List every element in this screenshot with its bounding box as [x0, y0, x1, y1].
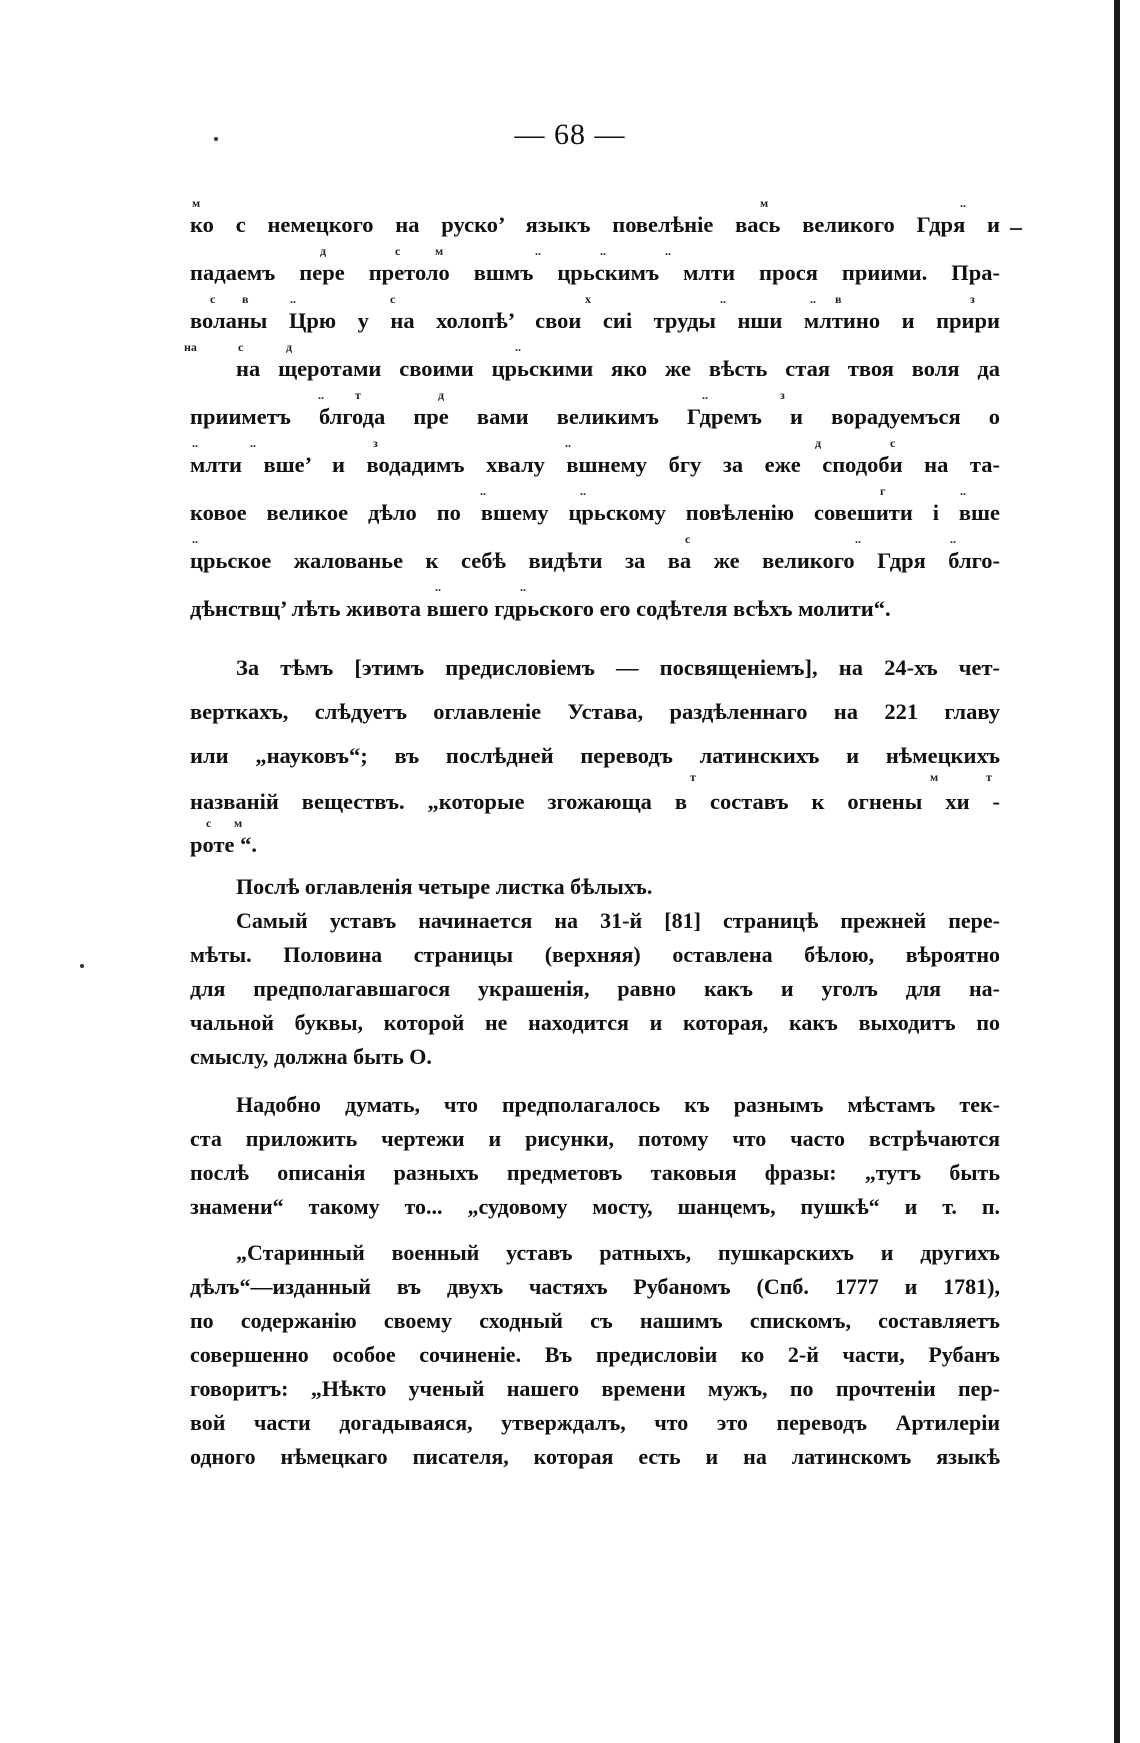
text-line: прииметъ блгода пре вами великимъ Гдремъ и ворадуемъся о — [190, 404, 1000, 429]
text-line: „Старинный военный уставъ ратныхъ, пушкарскихъ и другихъ — [236, 1240, 1000, 1265]
text-line: роте “. — [190, 832, 258, 857]
superscript-row: с м — [206, 816, 243, 830]
print-speck — [1010, 228, 1022, 230]
text-line: мѣты. Половина страницы (верхняя) оставлена бѣлою, вѣроятно — [190, 942, 1000, 967]
paragraph-drawings — [190, 1088, 1000, 1224]
paragraph-charter-start — [190, 904, 1000, 1074]
text-line: названій веществъ. „которые згожающа в составъ к огнены хи - — [190, 789, 1000, 814]
page-body — [184, 192, 1000, 1474]
superscript-row: .. т д .. з — [318, 388, 785, 402]
text-line: Послѣ оглавленія четыре листка бѣлыхъ. — [236, 874, 653, 899]
text-line: ста приложить чертежи и рисунки, потому что часто встрѣчаются — [190, 1126, 1000, 1151]
text-line: чальной буквы, которой не находится и которая, какъ выходитъ по — [190, 1010, 1000, 1035]
superscript-row: т м т — [690, 770, 992, 784]
text-line: знамени“ такому то... „судовому мосту, шанцемъ, пушкѣ“ и т. п. — [190, 1194, 1000, 1219]
text-line: ковое великое дѣло по вшему црьскому повѣленію совешити і вше — [190, 500, 1000, 525]
text-line: За тѣмъ [этимъ предисловіемъ — посвященіемъ], на 24-хъ чет- — [236, 655, 1000, 680]
text-line: послѣ описанія разныхъ предметовъ таковыя фразы: „тутъ быть — [190, 1160, 1000, 1185]
superscript-row: д с м .. .. .. — [320, 244, 671, 258]
text-line: Надобно думать, что предполагалось къ разнымъ мѣстамъ тек- — [236, 1092, 1000, 1117]
superscript-row: .. .. з .. д с — [192, 436, 896, 450]
text-line: црьское жалованье к себѣ видѣти за ва же великого Гдря блго- — [190, 548, 1000, 573]
book-spine-shadow — [1114, 0, 1120, 1743]
text-line: по содержанію своему сходный съ нашимъ спискомъ, составляетъ — [190, 1308, 1000, 1333]
text-line: дѣлъ“—изданный въ двухъ частяхъ Рубаномъ (Спб. 1777 и 1781), — [190, 1274, 1000, 1299]
superscript-row: .. с .. .. — [192, 532, 956, 546]
text-line: падаемъ пере претоло вшмъ црьскимъ млти прося приими. Пра- — [190, 260, 1000, 285]
text-line: верткахъ, слѣдуетъ оглавленіе Устава, раздѣленнаго на 221 главу — [190, 699, 1000, 724]
text-line: смыслу, должна быть О. — [190, 1044, 432, 1069]
text-line: ко с немецкого на руско’ языкъ повелѣніе вась великого Гдря и — [190, 212, 1000, 237]
superscript-row: м м .. — [192, 196, 966, 210]
text-line: говоритъ: „Нѣкто ученый нашего времени мужъ, по прочтеніи пер- — [190, 1376, 1000, 1401]
text-line: или „науковъ“; въ послѣдней переводъ латинскихъ и нѣмецкихъ — [190, 743, 1000, 768]
text-line: воланы Црю у на холопѣ’ свои сиі труды нши млтино и прири — [190, 308, 1000, 333]
text-line: совершенно особое сочиненіе. Въ предисловіи ко 2-й части, Рубанъ — [190, 1342, 1000, 1367]
text-line: для предполагавшагося украшенія, равно какъ и уголъ для на- — [190, 976, 1000, 1001]
text-line: млти вше’ и водадимъ хвалу вшнему бгу за еже сподоби на та- — [190, 452, 1000, 477]
superscript-row: с в .. с х .. .. в з — [210, 292, 975, 306]
print-speck — [80, 964, 84, 968]
paragraph-preface-quote — [184, 196, 1000, 624]
text-line: Самый уставъ начинается на 31-й [81] страницѣ прежней пере- — [236, 908, 1000, 933]
text-line: дѣнствщ’ лѣть живота вшего гдрьского его содѣтеля всѣхъ молити“. — [190, 596, 891, 621]
text-line: на щеротами своими црьскими яко же вѣсть стая твоя воля да — [236, 356, 1000, 381]
superscript-row: .. .. г .. — [480, 484, 966, 498]
text-line: одного нѣмецкаго писателя, которая есть и на латинскомъ языкѣ — [190, 1444, 1000, 1469]
superscript-row: .. .. — [435, 580, 526, 594]
paragraph-contents-description — [190, 646, 1000, 860]
text-line: вой части догадываяся, утверждалъ, что это переводъ Артилеріи — [190, 1410, 1000, 1435]
page-number: — 68 — — [514, 118, 626, 151]
paragraph-old-charter — [190, 1236, 1000, 1474]
paragraph-blank-leaves — [190, 870, 1000, 904]
superscript-row: на с д .. — [184, 340, 521, 354]
